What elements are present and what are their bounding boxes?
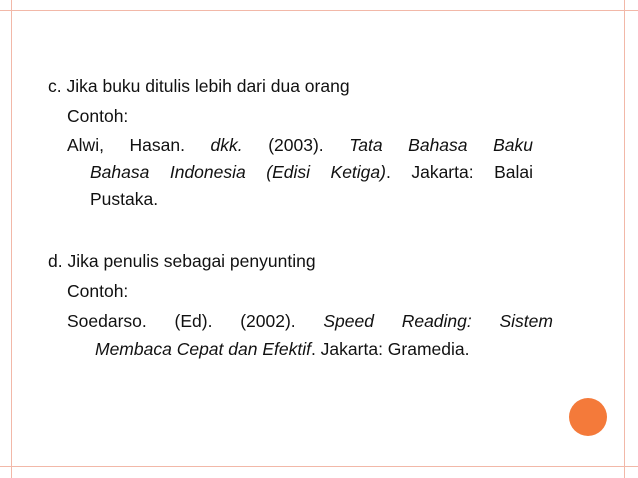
section-d-title-part1: Speed Reading: Sistem xyxy=(323,311,553,331)
section-d-after-title: . Jakarta: Gramedia. xyxy=(310,339,470,359)
section-c-reference-line-2 xyxy=(90,162,533,183)
section-d-heading: d. Jika penulis sebagai penyunting xyxy=(48,251,316,271)
accent-circle xyxy=(569,398,607,436)
section-d-example-label: Contoh: xyxy=(67,281,129,301)
section-c-after-title: . Jakarta: Balai xyxy=(385,162,533,182)
section-c-author: Alwi, Hasan. xyxy=(67,135,185,155)
section-c-etal: dkk. xyxy=(210,135,243,155)
section-d-author: Soedarso. xyxy=(67,311,147,331)
slide-border-right xyxy=(624,0,625,478)
section-c-title-part2: Bahasa Indonesia (Edisi Ketiga) xyxy=(90,162,386,182)
section-c-title-part1: Tata Bahasa Baku xyxy=(349,135,533,155)
slide-border-top xyxy=(0,10,638,11)
section-d-year: (2002). xyxy=(240,311,296,331)
section-c-heading: c. Jika buku ditulis lebih dari dua orang xyxy=(48,76,350,96)
section-c-year: (2003). xyxy=(268,135,324,155)
section-d-ed: (Ed). xyxy=(174,311,213,331)
slide-border-left xyxy=(11,0,12,478)
section-c-reference-line-3: Pustaka. xyxy=(90,189,159,209)
section-d-reference-line-1 xyxy=(67,311,553,332)
section-c-reference-line-1 xyxy=(67,135,533,156)
section-d-title-part2: Membaca Cepat dan Efektif xyxy=(95,339,311,359)
slide-border-bottom xyxy=(0,466,638,467)
section-d-reference-line-2 xyxy=(95,339,470,360)
section-c-example-label: Contoh: xyxy=(67,106,129,126)
